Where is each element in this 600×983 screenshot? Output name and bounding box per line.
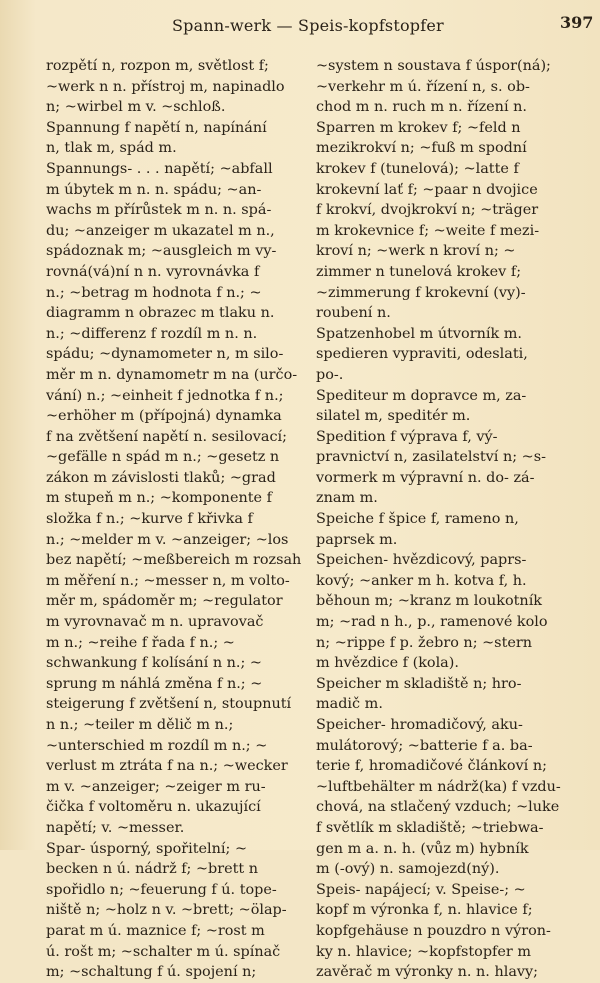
entry-line: ú. rošt m; ~schalter m ú. spínač	[46, 943, 281, 960]
entry-line: niště n; ~holz n v. ~brett; ~ölap-	[46, 902, 287, 919]
entry-line: f krokví, dvojkrokví n; ~träger	[316, 202, 539, 219]
entry-line: f na zvětšení napětí n. sesilovací;	[46, 428, 288, 445]
running-head: Spann-werk — Speis-kopfstopfer	[172, 16, 444, 35]
entry-line: běhoun m; ~kranz m loukotník	[316, 593, 543, 610]
entry-line: ~unterschied m rozdíl m n.; ~	[46, 737, 268, 754]
entry-line: mezikrokví n; ~fuß m spodní	[316, 140, 527, 157]
entry-line: m krokevnice f; ~weite f mezi-	[316, 222, 540, 239]
entry-line: ~verkehr m ú. řízení n, s. ob-	[316, 78, 530, 95]
entry-line: paprsek m.	[316, 531, 398, 548]
page-number: 397	[560, 13, 594, 32]
entry-line: rovná(vá)ní n n. vyrovnávka f	[46, 263, 260, 280]
entry-line: wachs m přírůstek m n. n. spá-	[46, 202, 272, 219]
entry-line: Speis- napájecí; v. Speise-; ~	[316, 881, 526, 898]
entry-line: f světlík m skladiště; ~triebwa-	[316, 819, 544, 836]
entry-line: m v. ~anzeiger; ~zeiger m ru-	[46, 778, 266, 795]
entry-line: kopf m výronka f, n. hlavice f;	[316, 902, 533, 919]
entry-line: ky n. hlavice; ~kopfstopfer m	[316, 943, 531, 960]
entry-line: m vyrovnavač m n. upravovač	[46, 614, 264, 631]
entry-line: m (-ový) n. samojezd(ný).	[316, 861, 500, 878]
entry-line: Sparren m krokev f; ~feld n	[316, 119, 521, 136]
entry-line: Spar- úsporný, spořitelní; ~	[46, 840, 248, 857]
entry-line: Speichen- hvězdicový, paprs-	[316, 552, 527, 569]
entry-line: vání) n.; ~einheit f jednotka f n.;	[46, 387, 284, 404]
entry-line: spořidlo n; ~feuerung f ú. tope-	[46, 881, 277, 898]
entry-line: sprung m náhlá změna f n.; ~	[46, 675, 263, 692]
entry-line: n.; ~betrag m hodnota f n.; ~	[46, 284, 262, 301]
entry-line: m hvězdice f (kola).	[316, 655, 459, 672]
entry-line: m; ~schaltung f ú. spojení n;	[46, 964, 257, 981]
entry-line: m úbytek m n. n. spádu; ~an-	[46, 181, 262, 198]
entry-line: spedieren vypraviti, odeslati,	[316, 346, 528, 363]
entry-line: měr m, spádoměr m; ~regulator	[46, 593, 283, 610]
entry-line: Spannung f napětí n, napínání	[46, 119, 267, 136]
entry-line: rozpětí n, rozpon m, světlost f;	[46, 58, 269, 74]
entry-line: Spatzenhobel m útvorník m.	[316, 325, 522, 342]
entry-line: madič m.	[316, 696, 383, 713]
entry-line: kroví n; ~werk n kroví n; ~	[316, 243, 516, 260]
entry-line: n; ~rippe f p. žebro n; ~stern	[316, 634, 533, 651]
entry-line: Spedition f výprava f, vý-	[316, 428, 498, 445]
entry-line: schwankung f kolísání n n.; ~	[46, 655, 262, 672]
entry-line: n.; ~melder m v. ~anzeiger; ~los	[46, 531, 289, 548]
entry-line: steigerung f zvětšení n, stoupnutí	[46, 696, 292, 713]
entry-line: krokevní lať f; ~paar n dvojice	[316, 181, 538, 198]
entry-line: ~zimmerung f krokevní (vy)-	[316, 284, 526, 301]
entry-line: m; ~rad n h., p., ramenové kolo	[316, 614, 548, 631]
entry-line: zavěrač m výronky n. n. hlavy;	[316, 964, 539, 981]
entry-line: diagramm n obrazec m tlaku n.	[46, 305, 275, 322]
entry-line: gen m a. n. h. (vůz m) hybník	[316, 840, 529, 857]
right-column	[316, 56, 576, 983]
page-header	[0, 10, 600, 40]
entry-line: ~gefälle n spád m n.; ~gesetz n	[46, 449, 280, 466]
entry-line: becken n ú. nádrž f; ~brett n	[46, 861, 259, 878]
entry-line: Spediteur m dopravce m, za-	[316, 387, 527, 404]
entry-line: m n.; ~reihe f řada f n.; ~	[46, 634, 235, 651]
entry-line: vormerk m výpravní n. do- zá-	[316, 469, 535, 486]
entry-line: kový; ~anker m h. kotva f, h.	[316, 572, 527, 589]
entry-line: pravnictví n, zasilatelství n; ~s-	[316, 449, 546, 466]
left-column	[46, 56, 304, 983]
entry-line: po-.	[316, 366, 344, 383]
entry-line: spádoznak m; ~ausgleich m vy-	[46, 243, 277, 260]
entry-line: zákon m závislosti tlaků; ~grad	[46, 469, 276, 486]
entry-line: složka f n.; ~kurve f křivka f	[46, 511, 253, 528]
entry-line: napětí; v. ~messer.	[46, 819, 185, 836]
entry-line: Speicher- hromadičový, aku-	[316, 717, 523, 733]
entry-line: mulátorový; ~batterie f a. ba-	[316, 737, 533, 754]
entry-line: zimmer n tunelová krokev f;	[316, 263, 522, 280]
entry-line: n.; ~differenz f rozdíl m n. n.	[46, 325, 258, 342]
entry-line: n, tlak m, spád m.	[46, 140, 177, 157]
entry-line: verlust m ztráta f na n.; ~wecker	[46, 758, 288, 775]
entry-line: spádu; ~dynamometer n, m silo-	[46, 346, 284, 363]
entry-line: ~werk n n. přístroj m, napinadlo	[46, 78, 285, 95]
entry-line: krokev f (tunelová); ~latte f	[316, 160, 519, 177]
entry-line: chod m n. ruch m n. řízení n.	[316, 99, 527, 116]
entry-line: čička f voltoměru n. ukazující	[46, 799, 261, 816]
entry-line: znam m.	[316, 490, 378, 507]
entry-line: parat m ú. maznice f; ~rost m	[46, 922, 265, 939]
entry-line: ~system n soustava f úspor(ná);	[316, 58, 551, 74]
entry-line: silatel m, speditér m.	[316, 408, 471, 425]
entry-line: du; ~anzeiger m ukazatel m n.,	[46, 222, 275, 239]
entry-line: Speicher m skladiště n; hro-	[316, 675, 522, 692]
entry-line: Speiche f špice f, rameno n,	[316, 511, 519, 528]
entry-line: m stupeň m n.; ~komponente f	[46, 490, 272, 507]
entry-line: chová, na stlačený vzduch; ~luke	[316, 799, 560, 816]
entry-line: bez napětí; ~meßbereich m rozsah	[46, 552, 302, 569]
entry-line: Spannungs- . . . napětí; ~abfall	[46, 160, 273, 177]
entry-line: n n.; ~teiler m dělič m n.;	[46, 717, 234, 733]
entry-line: terie f, hromadičové článkoví n;	[316, 758, 547, 775]
entry-line: ~luftbehälter m nádrž(ka) f vzdu-	[316, 778, 561, 795]
entry-line: roubení n.	[316, 305, 391, 322]
entry-line: n; ~wirbel m v. ~schloß.	[46, 99, 226, 116]
entry-line: kopfgehäuse n pouzdro n výron-	[316, 922, 551, 939]
entry-line: ~erhöher m (přípojná) dynamka	[46, 408, 282, 425]
entry-line: měr m n. dynamometr m na (určo-	[46, 366, 298, 383]
entry-line: m měření n.; ~messer n, m volto-	[46, 572, 290, 589]
